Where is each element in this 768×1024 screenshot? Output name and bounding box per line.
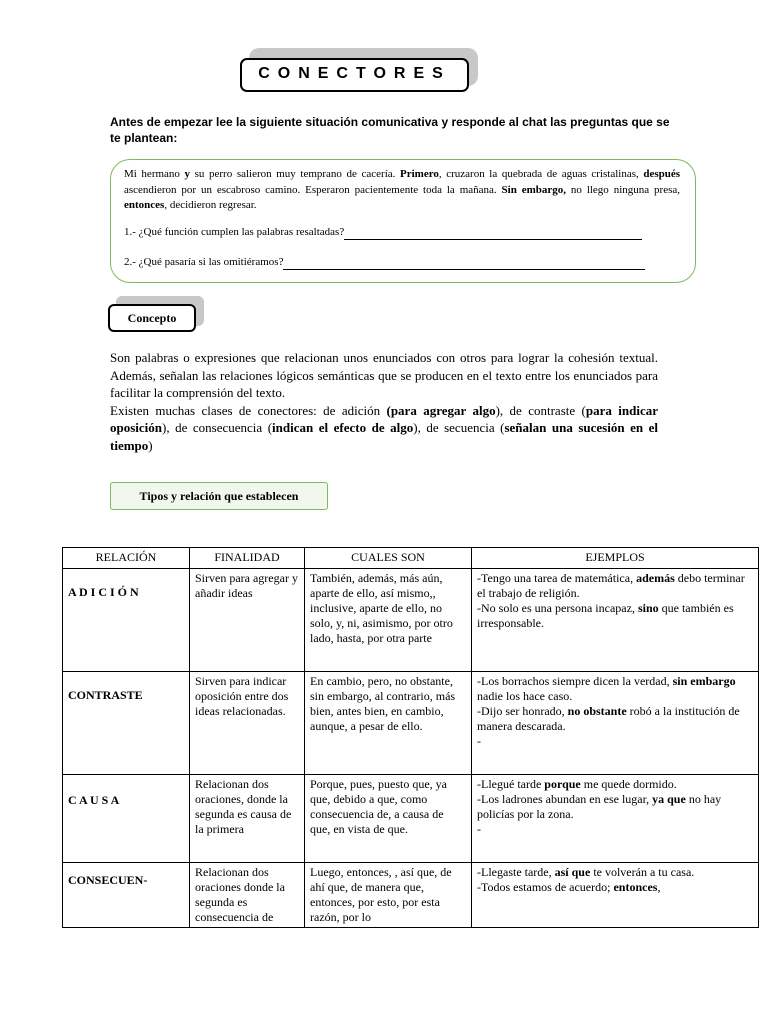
table-row: [63, 863, 759, 928]
relacion-cell: A D I C I Ó N: [63, 569, 190, 672]
question-1: 1.- ¿Qué función cumplen las palabras resaltadas?: [124, 225, 684, 240]
connector-entonces: entonces: [124, 199, 165, 211]
concept-paragraph-2: Existen muchas clases de conectores: de adición (para agregar algo), de contraste (para indicar oposición), de consecuencia (indican el efecto de algo), de secuencia (señalan una sucesión en el tiempo): [110, 402, 658, 453]
connector-sin-embargo: Sin embargo,: [501, 183, 567, 196]
cuales-cell: Luego, entonces, , así que, de ahí que, de manera que, entonces, por esto, por esta razón, por lo: [305, 863, 472, 928]
relacion-cell: C A U S A: [63, 775, 190, 863]
table-row: [63, 569, 759, 672]
page-title: CONECTORES: [240, 58, 469, 92]
concept-label: Concepto: [108, 304, 196, 332]
finalidad-cell: Sirven para agregar y añadir ideas: [190, 569, 305, 672]
answer-line-2[interactable]: [283, 259, 645, 270]
connector-y: y: [184, 168, 191, 180]
table-row: [63, 672, 759, 775]
situation-text: Mi hermano y su perro salieron muy temprano de cacería. Primero, cruzaron la quebrada de aguas cristalinas, después ascendieron por un escabroso camino. Esperaron pacientemente toda la mañana. Sin embargo, no llego ninguna presa, entonces, decidieron regresar.: [124, 168, 681, 211]
connector-despues: después: [643, 168, 681, 180]
table-header-row: [63, 548, 759, 569]
cuales-cell: Porque, pues, puesto que, ya que, debido a que, como consecuencia de, a causa de que, en vista de que.: [305, 775, 472, 863]
concept-paragraph-1: Son palabras o expresiones que relacionan unos enunciados con otros para lograr la cohesión textual. Además, señalan las relaciones lógicos semánticas que se producen en el texto entre los enunciados para facilitar la comprensión del texto.: [110, 350, 658, 400]
cuales-cell: También, además, más aún, aparte de ello, así mismo,, inclusive, aparte de ello, no solo, y, ni, asimismo, por otro lado, hasta, por otra parte: [305, 569, 472, 672]
relacion-cell: CONTRASTE: [63, 672, 190, 775]
ejemplos-cell: -Llegaste tarde, así que te volverán a tu casa. -Todos estamos de acuerdo; entonces,: [472, 863, 759, 928]
header-cuales: CUALES SON: [305, 548, 472, 569]
header-ejemplos: EJEMPLOS: [472, 548, 759, 569]
question-2: 2.- ¿Qué pasaría si las omitiéramos?: [124, 255, 684, 270]
intro-instructions: Antes de empezar lee la siguiente situación comunicativa y responde al chat las preguntas que se te plantean:: [110, 115, 670, 145]
table-row: [63, 775, 759, 863]
ejemplos-cell: -Los borrachos siempre dicen la verdad, sin embargo nadie los hace caso. -Dijo ser honrado, no obstante robó a la institución de manera descarada. -: [472, 672, 759, 775]
header-relacion: RELACIÓN: [63, 548, 190, 569]
finalidad-cell: Sirven para indicar oposición entre dos ideas relacionadas.: [190, 672, 305, 775]
connectors-table: [62, 547, 759, 928]
connector-primero: Primero: [400, 168, 439, 180]
answer-line-1[interactable]: [344, 229, 642, 240]
cuales-cell: En cambio, pero, no obstante, sin embargo, al contrario, más bien, antes bien, en cambio, aunque, a pesar de ello.: [305, 672, 472, 775]
ejemplos-cell: -Tengo una tarea de matemática, además debo terminar el trabajo de religión. -No solo es una persona incapaz, sino que también es irresponsable.: [472, 569, 759, 672]
tipos-label: Tipos y relación que establecen: [110, 482, 328, 510]
header-finalidad: FINALIDAD: [190, 548, 305, 569]
concept-text: [110, 349, 658, 454]
finalidad-cell: Relacionan dos oraciones, donde la segunda es causa de la primera: [190, 775, 305, 863]
finalidad-cell: Relacionan dos oraciones donde la segunda es consecuencia de: [190, 863, 305, 928]
relacion-cell: CONSECUEN-: [63, 863, 190, 928]
ejemplos-cell: -Llegué tarde porque me quede dormido. -Los ladrones abundan en ese lugar, ya que no hay policías por la zona. -: [472, 775, 759, 863]
